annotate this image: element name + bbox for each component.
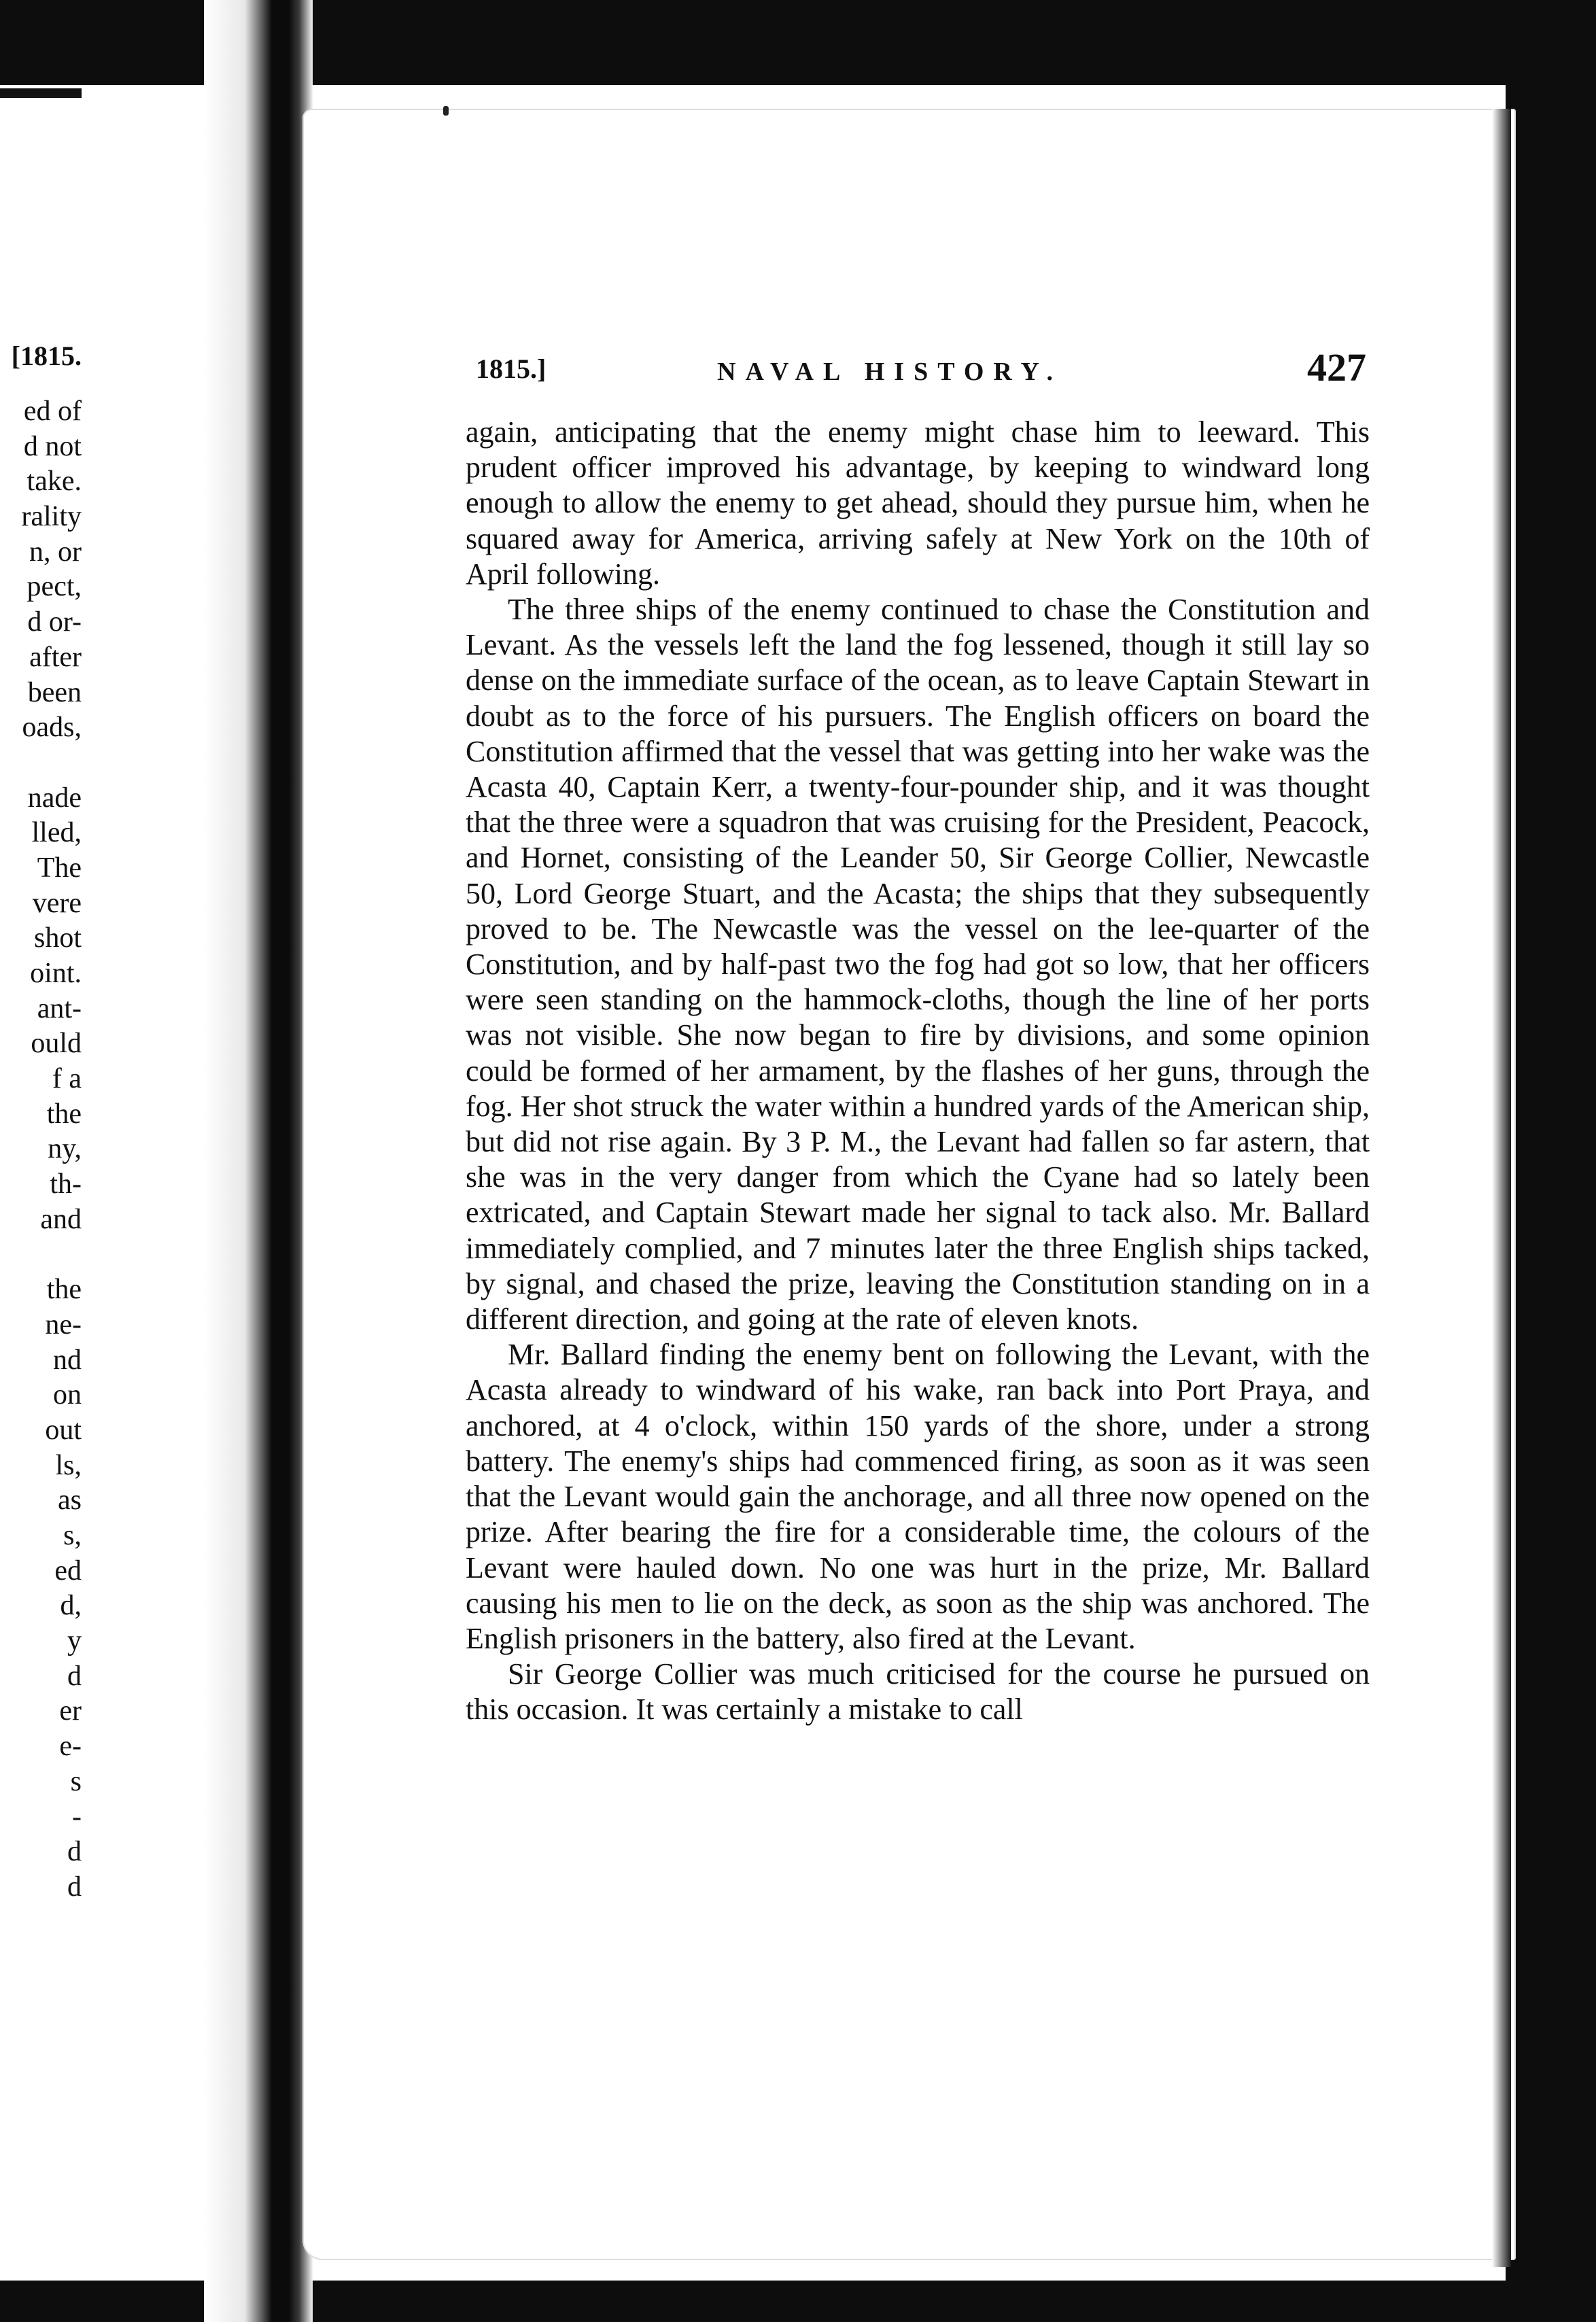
right-page-edge-shadow <box>1492 109 1511 2267</box>
left-page-line: ant- <box>37 992 82 1024</box>
left-page-header: [1815. <box>11 341 82 371</box>
left-page-line: nade <box>27 782 82 814</box>
left-page-line: nd <box>53 1344 82 1376</box>
left-page-line: s <box>70 1765 82 1797</box>
book-gutter <box>204 0 313 2322</box>
left-page-line: d, <box>60 1590 82 1622</box>
left-page-line: as <box>58 1485 82 1517</box>
left-page-fragment <box>0 394 82 1905</box>
paragraph: Sir George Collier was much criticised for the course he pursued on this occasion. It was certainly a mistake to call <box>466 1657 1370 1727</box>
left-page-line: er <box>59 1695 82 1727</box>
left-page-line: f a <box>52 1063 82 1095</box>
paragraph: The three ships of the enemy continued to chase the Constitution and Levant. As the vessels left the land the fog lessened, though it still lay so dense on the immediate surface of the ocean, as to leave Captain Stewart in doubt as to the force of his pursuers. The English officers on board the Constitution affirmed that the vessel that was getting into her wake was the Acasta 40, Captain Kerr, a twenty-four-pounder ship, and it was thought that the three were a squadron that was cruising for the President, Peacock, and Hornet, consisting of the Leander 50, Sir George Collier, Newcastle 50, Lord George Stuart, and the Acasta; the ships that they subsequently proved to be. The Newcastle was the vessel on the lee-quarter of the Constitution, and by half-past two the fog had got so low, that her officers were seen standing on the hammock-cloths, though the line of her ports was not visible. She now began to fire by divisions, and some opinion could be formed of her armament, by the flashes of her guns, through the fog. Her shot struck the water within a hundred yards of the American ship, but did not rise again. By 3 P. M., the Levant had fallen so far astern, that she was in the very danger from which the Cyane had so lately been extricated, and Captain Stewart made her signal to tack also. Mr. Ballard immediately complied, and 7 minutes later the three English ships tacked, by signal, and chased the prize, leaving the Constitution standing on in a different direction, and going at the rate of eleven knots. <box>466 593 1370 1336</box>
left-page-line: d <box>67 1871 82 1903</box>
left-page-line: after <box>29 641 82 673</box>
left-page-line: d or- <box>27 606 82 638</box>
left-page-line <box>0 1238 82 1273</box>
page-number: 427 <box>1307 345 1366 389</box>
left-page-line: ny, <box>48 1133 82 1165</box>
left-page-line: on <box>53 1379 82 1411</box>
left-page-line <box>0 746 82 781</box>
left-page-line: vere <box>32 887 82 919</box>
body-text <box>466 415 1370 1728</box>
left-page-line: ls, <box>55 1449 82 1481</box>
left-page-line: shot <box>33 922 82 954</box>
left-page-line: lled, <box>31 817 82 849</box>
scanner-right-border <box>1506 0 1596 2322</box>
left-page-line: e- <box>59 1731 82 1763</box>
left-page-line: d <box>67 1836 82 1868</box>
paragraph: again, anticipating that the enemy might chase him to leeward. This prudent officer improved his advantage, by keeping to windward long enough to allow the enemy to get ahead, should they pursue him, when he squared away for America, arriving safely at New York on the 10th of April following. <box>466 415 1370 591</box>
left-page-line: s, <box>63 1520 82 1551</box>
header-title: NAVAL HISTORY. <box>717 358 1062 386</box>
left-page-line: The <box>37 852 82 884</box>
left-page-line: d <box>67 1660 82 1692</box>
paragraph: Mr. Ballard finding the enemy bent on following the Levant, with the Acasta already to windward of his wake, ran back into Port Praya, and anchored, at 4 o'clock, within 150 yards of the shore, under a strong battery. The enemy's ships had commenced firing, as soon as it was seen that the Levant would gain the anchorage, and all three now opened on the prize. After bearing the fire for a considerable time, the colours of the Levant were hauled down. No one was hurt in the prize, Mr. Ballard causing his men to lie on the deck, as soon as the ship was anchored. The English prisoners in the battery, also fired at the Levant. <box>466 1338 1370 1655</box>
left-page-line: the <box>46 1274 82 1306</box>
left-page-line: the <box>46 1098 82 1130</box>
left-page-line: d not <box>23 430 82 462</box>
left-page-line: been <box>27 676 82 708</box>
left-page-line: oint. <box>30 958 82 989</box>
running-header <box>476 345 1366 391</box>
left-page-line: y <box>67 1625 82 1657</box>
left-page-line: - <box>72 1801 82 1833</box>
left-page-line: rality <box>21 501 82 533</box>
left-page-line: ed <box>54 1555 82 1587</box>
left-page-top-edge <box>0 88 82 98</box>
left-page-line: out <box>45 1414 82 1446</box>
left-page-line: take. <box>27 466 82 498</box>
left-page-line: th- <box>50 1168 82 1200</box>
left-page-line: ne- <box>45 1309 82 1340</box>
left-page-line: and <box>40 1203 82 1235</box>
header-year: 1815.] <box>476 353 547 384</box>
left-page-line: n, or <box>29 536 82 568</box>
left-page-line: oads, <box>22 712 82 744</box>
left-page-line: ould <box>31 1028 82 1060</box>
left-page-line: ed of <box>23 396 82 427</box>
scan-speck <box>443 106 449 116</box>
left-page-line: pect, <box>27 571 82 603</box>
